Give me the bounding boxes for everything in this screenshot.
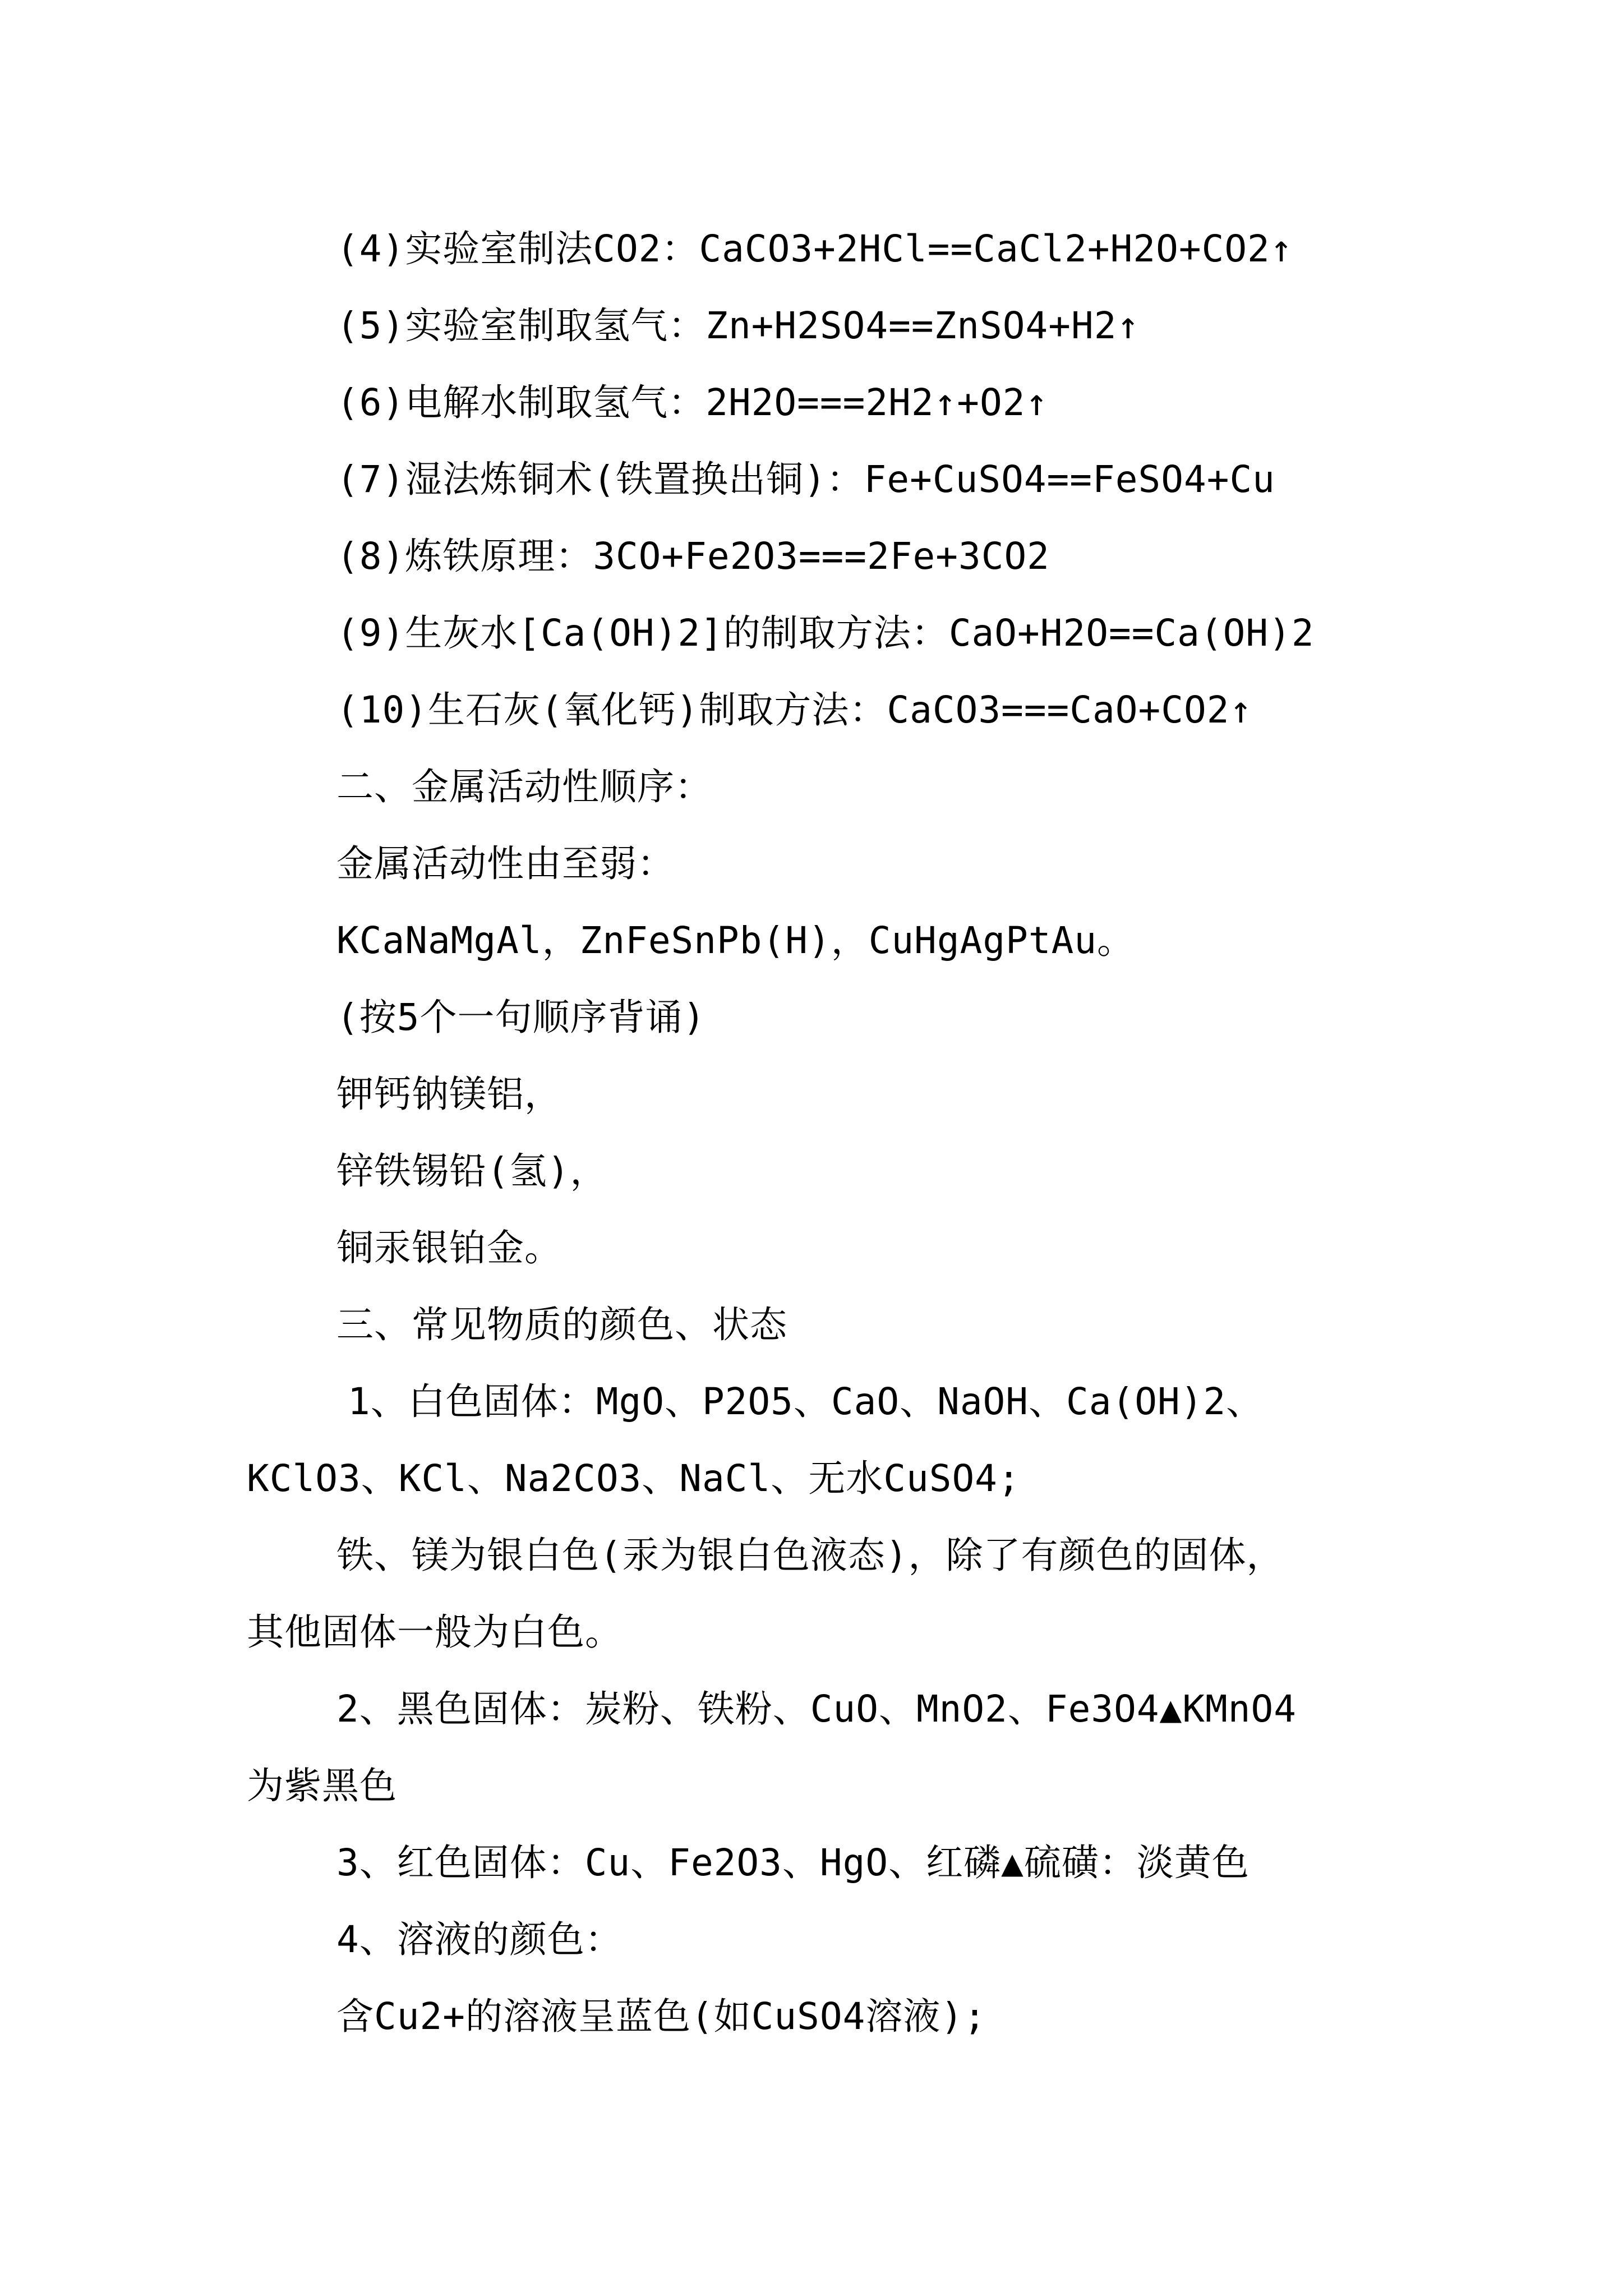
document-body — [247, 210, 1391, 2055]
section-heading: 三、常见物质的颜色、状态 — [336, 1303, 787, 1346]
text-line: 2、黑色固体：炭粉、铁粉、CuO、MnO2、Fe3O4▲KMnO4 — [336, 1687, 1297, 1731]
text-line: (5)实验室制取氢气：Zn+H2SO4==ZnSO4+H2↑ — [336, 304, 1140, 347]
text-line: (9)生灰水[Ca(OH)2]的制取方法：CaO+H2O==Ca(OH)2 — [336, 611, 1315, 655]
text-line: 铁、镁为银白色(汞为银白色液态)，除了有颜色的固体， — [336, 1534, 1284, 1577]
text-line: (4)实验室制法CO2：CaCO3+2HCl==CaCl2+H2O+CO2↑ — [336, 227, 1293, 270]
text-line: 金属活动性由至弱： — [336, 842, 675, 885]
text-line: (10)生石灰(氧化钙)制取方法：CaCO3===CaO+CO2↑ — [336, 688, 1253, 731]
text-line: 为紫黑色 — [247, 1764, 397, 1807]
text-line: 1、白色固体：MgO、P2O5、CaO、NaOH、Ca(OH)2、 — [348, 1380, 1264, 1423]
text-line: KCaNaMgAl，ZnFeSnPb(H)，CuHgAgPtAu。 — [336, 919, 1135, 962]
text-line: (6)电解水制取氢气：2H2O===2H2↑+O2↑ — [336, 381, 1049, 424]
text-line: 其他固体一般为白色。 — [247, 1611, 623, 1654]
text-line: (按5个一句顺序背诵) — [336, 996, 706, 1039]
text-line: 4、溶液的颜色： — [336, 1918, 623, 1961]
text-line: (8)炼铁原理：3CO+Fe2O3===2Fe+3CO2 — [336, 535, 1050, 578]
text-line: 铜汞银铂金。 — [336, 1226, 562, 1269]
text-line: 含Cu2+的溶液呈蓝色(如CuSO4溶液); — [336, 1995, 986, 2038]
text-line: 锌铁锡铅(氢)， — [336, 1149, 608, 1193]
section-heading: 二、金属活动性顺序： — [336, 765, 712, 808]
text-line: KClO3、KCl、Na2CO3、NaCl、无水CuSO4; — [247, 1457, 1021, 1500]
text-line: (7)湿法炼铜术(铁置换出铜)：Fe+CuSO4==FeSO4+Cu — [336, 458, 1275, 501]
text-line: 3、红色固体：Cu、Fe2O3、HgO、红磷▲硫磺：淡黄色 — [336, 1841, 1249, 1884]
text-line: 钾钙钠镁铝， — [336, 1073, 562, 1116]
